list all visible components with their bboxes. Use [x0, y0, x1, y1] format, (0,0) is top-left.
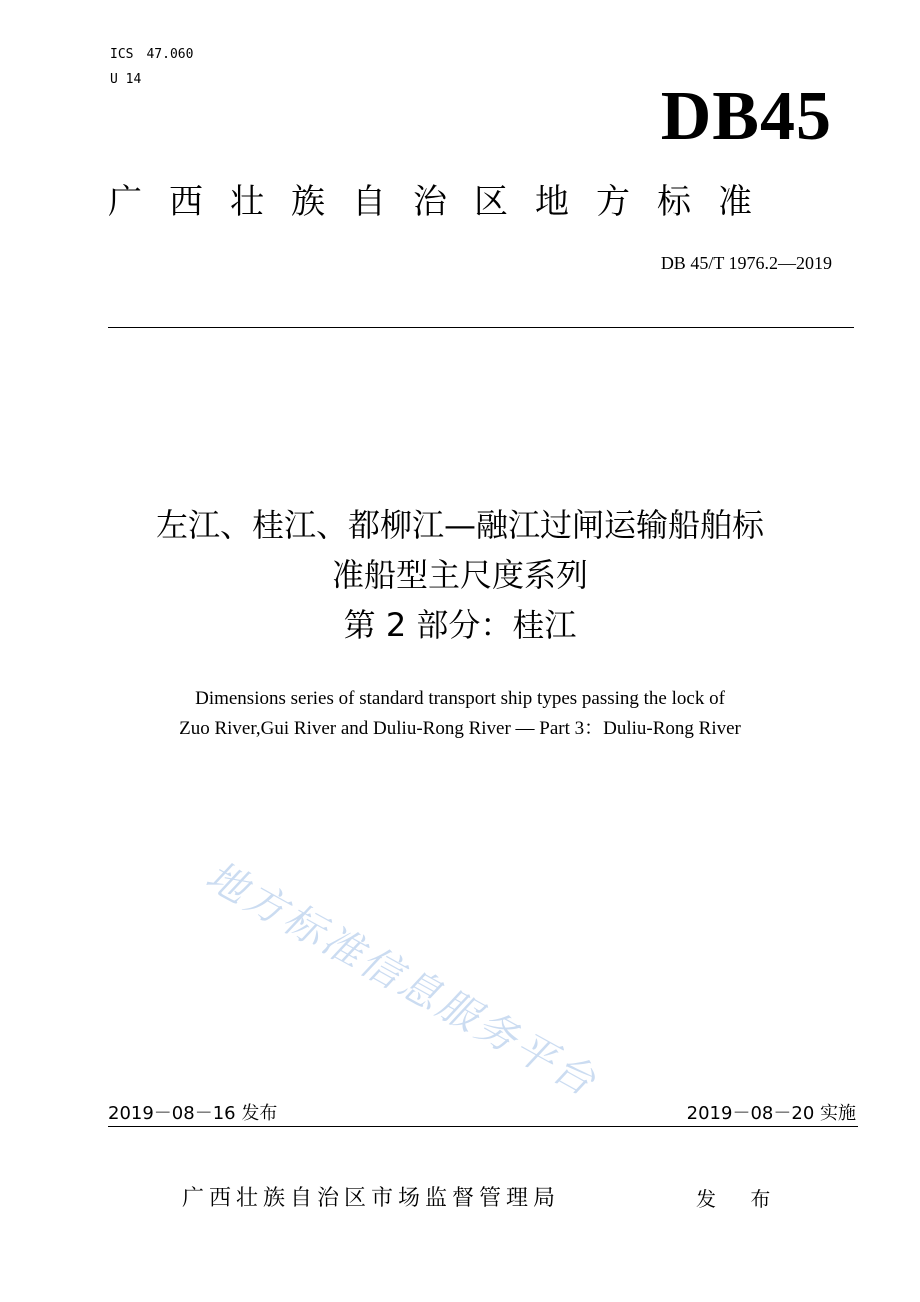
english-title-line-2: Zuo River,Gui River and Duliu-Rong River — Part 3：Duliu-Rong River	[179, 718, 741, 739]
ics-code: ICS 47.060	[110, 47, 194, 62]
title-line-2: 准船型主尺度系列	[331, 556, 588, 594]
publisher-name: 广西壮族自治区市场监督管理局	[182, 1186, 561, 1211]
standard-type-title: 广西壮族自治区地方标准	[108, 182, 779, 222]
document-title	[0, 500, 920, 650]
db-code-mark: DB45	[660, 78, 832, 155]
implementation-date: 2019－08－20 实施	[686, 1103, 856, 1124]
issue-date: 2019－08－16 发布	[108, 1103, 278, 1124]
header-divider	[108, 327, 854, 328]
title-line-1: 左江、桂江、都柳江—融江过闸运输船舶标	[155, 506, 764, 544]
standard-number: DB 45/T 1976.2—2019	[660, 253, 832, 273]
date-divider	[108, 1126, 858, 1127]
english-title-line-1: Dimensions series of standard transport ship types passing the lock of	[195, 688, 725, 709]
publish-label: 发 布	[696, 1187, 785, 1211]
ccs-code: U 14	[110, 72, 142, 87]
title-line-3: 第 2 部分：桂江	[343, 606, 577, 644]
english-title	[0, 684, 920, 744]
watermark: 地方标准信息服务平台	[198, 852, 606, 1107]
